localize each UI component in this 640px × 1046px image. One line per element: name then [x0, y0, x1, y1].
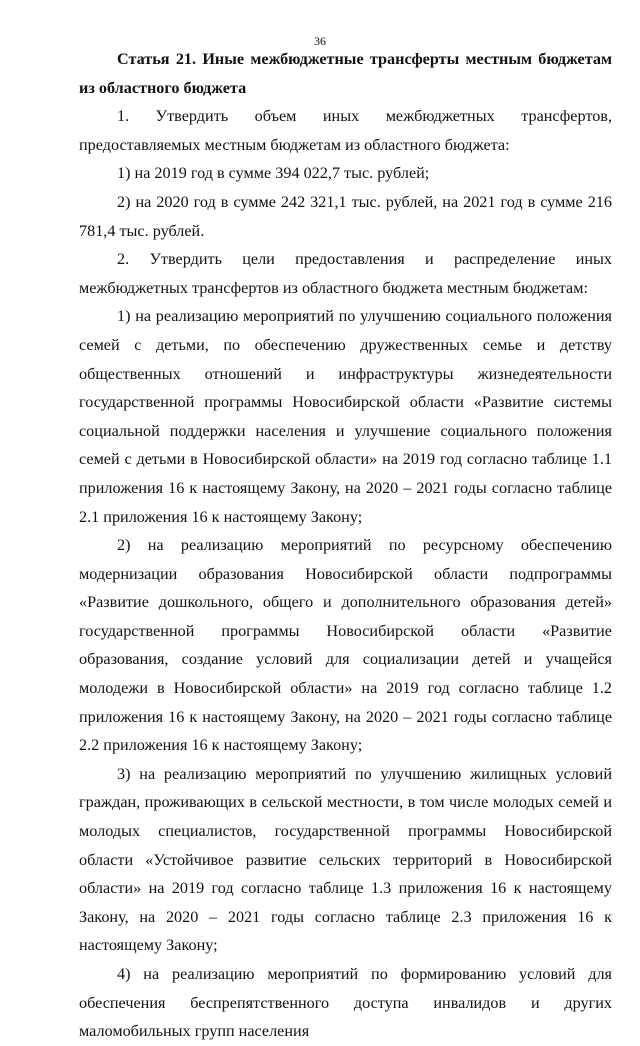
- article-title: Статья 21. Иные межбюджетные трансферты местным бюджетам из областного бюджета: [79, 50, 612, 97]
- page-number: 36: [314, 34, 326, 48]
- document-body: [79, 45, 612, 1046]
- paragraph-1: 1. Утвердить объем иных межбюджетных трансфертов, предоставляемых местным бюджетам из областного бюджета:: [79, 107, 612, 154]
- paragraph-3: 2) на 2020 год в сумме 242 321,1 тыс. рублей, на 2021 год в сумме 216 781,4 тыс. рублей.: [79, 192, 612, 240]
- paragraph-5: 1) на реализацию мероприятий по улучшению социального положения семей с детьми, по обеспечению дружественных семье и детству общественных отношений и инфраструктуры жизнедеятельности государственной программы Новосибирской области «Развитие системы социальной поддержки населения и улучшение социального положения семей с детьми в Новосибирской области» на 2019 год согласно таблице 1.1 приложения 16 к настоящему Закону, на 2020 – 2021 годы согласно таблице 2.1 приложения 16 к настоящему Закону;: [79, 307, 612, 526]
- paragraph-7: 3) на реализацию мероприятий по улучшению жилищных условий граждан, проживающих в сельской местности, в том числе молодых семей и молодых специалистов, государственной программы Новосибирской области «Устойчивое развитие сельских территорий в Новосибирской области» на 2019 год согласно таблице 1.3 приложения 16 к настоящему Закону, на 2020 – 2021 годы согласно таблице 2.3 приложения 16 к настоящему Закону;: [79, 764, 612, 955]
- paragraph-6: 2) на реализацию мероприятий по ресурсному обеспечению модернизации образования Новосибирской области подпрограммы «Развитие дошкольного, общего и дополнительного образования детей» государственной программы Новосибирской области «Развитие образования, создание условий для социализации детей и учащейся молодежи в Новосибирской области» на 2019 год согласно таблице 1.2 приложения 16 к настоящему Закону, на 2020 – 2021 годы согласно таблице 2.2 приложения 16 к настоящему Закону;: [79, 536, 612, 755]
- paragraph-4: 2. Утвердить цели предоставления и распределение иных межбюджетных трансфертов из областного бюджета местным бюджетам:: [79, 250, 612, 297]
- paragraph-2: 1) на 2019 год в сумме 394 022,7 тыс. рублей;: [117, 164, 430, 183]
- paragraph-8: 4) на реализацию мероприятий по формированию условий для обеспечения беспрепятственного доступа инвалидов и других маломобильных групп населения: [79, 965, 612, 1041]
